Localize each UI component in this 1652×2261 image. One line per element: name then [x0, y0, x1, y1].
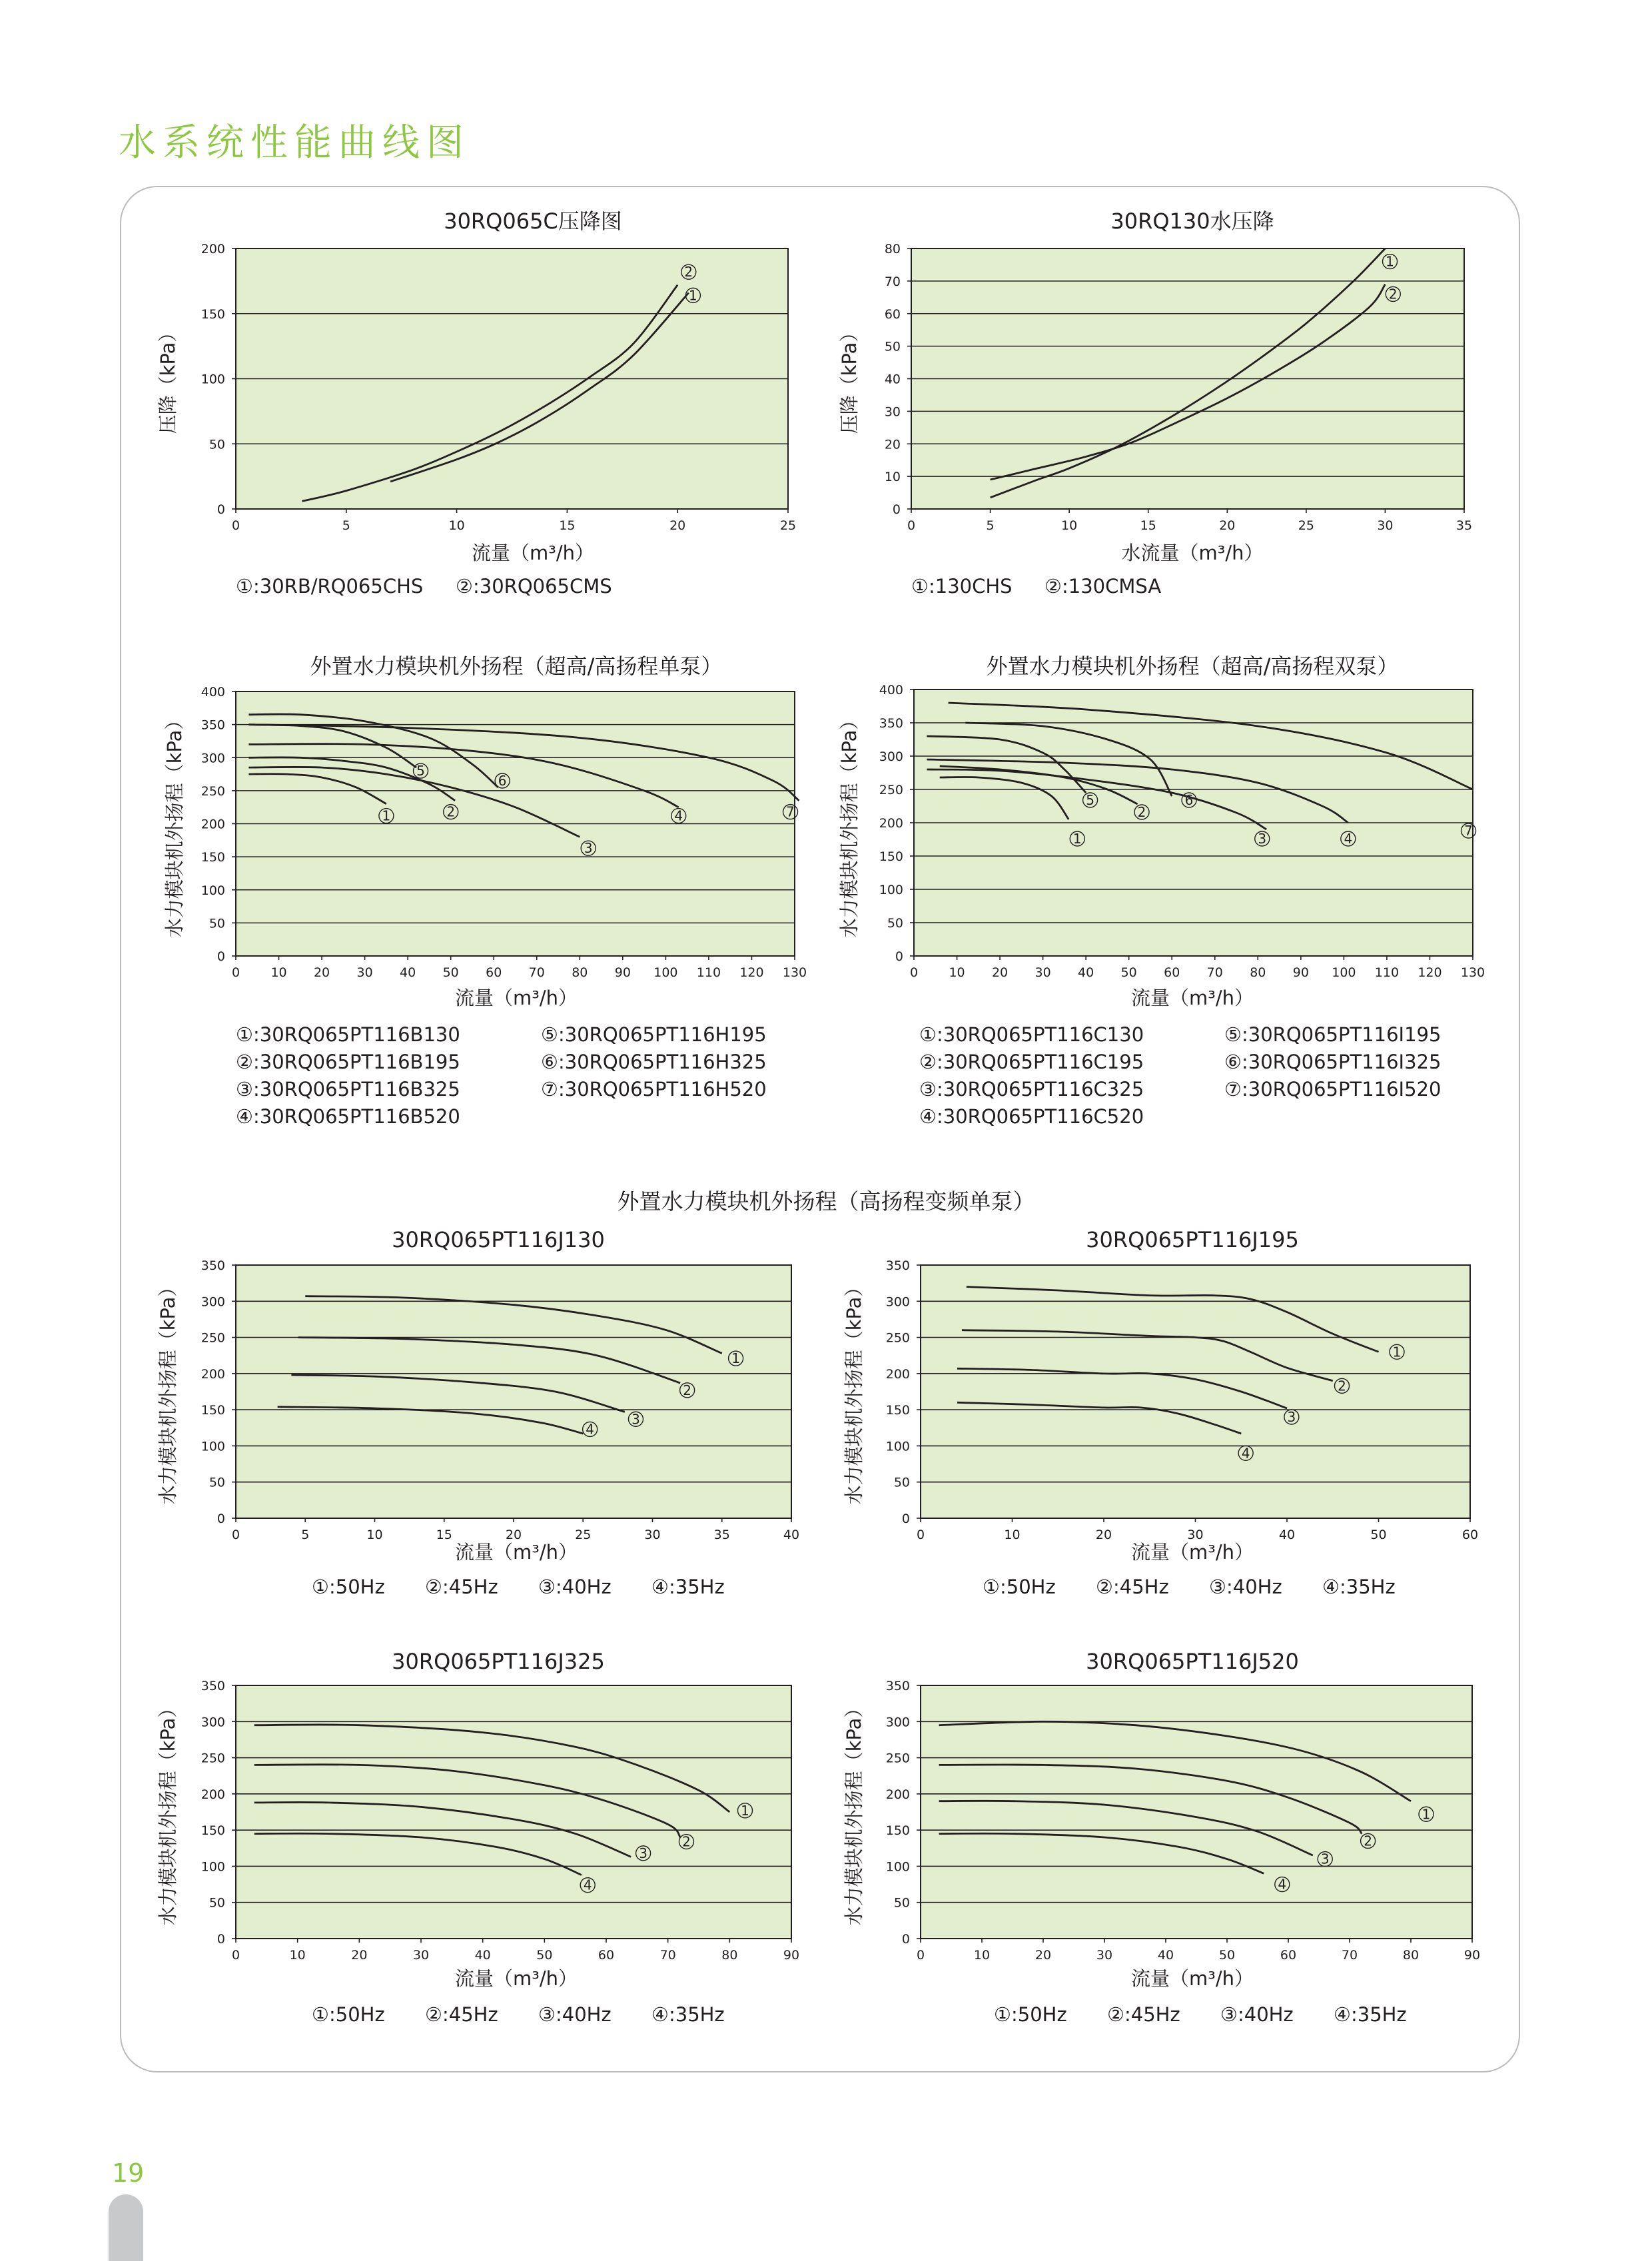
marker-label: 2 — [1338, 1378, 1346, 1394]
marker-label: 1 — [1422, 1806, 1431, 1823]
y-tick-label: 300 — [201, 751, 225, 766]
y-tick-label: 150 — [879, 849, 903, 864]
y-tick-label: 200 — [201, 817, 225, 832]
marker-label: 2 — [1364, 1833, 1372, 1849]
y-tick-label: 100 — [201, 372, 225, 387]
x-tick-label: 80 — [1402, 1948, 1420, 1963]
marker-label: 6 — [1184, 792, 1194, 808]
x-tick-label: 20 — [1095, 1528, 1112, 1542]
y-axis-label: 水力模块机外扬程（kPa） — [843, 1698, 865, 1926]
x-tick-label: 40 — [1157, 1948, 1174, 1963]
y-tick-label: 300 — [885, 1715, 910, 1730]
x-tick-label: 50 — [1120, 965, 1137, 980]
y-tick-label: 250 — [201, 1751, 225, 1766]
legend-entry: ①:50Hz — [312, 1576, 385, 1598]
chart-title: 30RQ065PT116J520 — [1086, 1649, 1299, 1674]
marker-label: 6 — [498, 772, 507, 789]
marker-label: 1 — [741, 1802, 749, 1819]
x-tick-label: 0 — [231, 1528, 240, 1542]
marker-label: 4 — [1278, 1876, 1287, 1893]
y-axis-label: 水力模块机外扬程（kPa） — [163, 710, 186, 938]
x-tick-label: 0 — [916, 1948, 925, 1963]
x-tick-label: 10 — [289, 1948, 306, 1963]
x-tick-label: 100 — [1332, 965, 1356, 980]
chart-title: 30RQ130水压降 — [1110, 209, 1274, 234]
marker-label: 2 — [1137, 804, 1146, 820]
legend-entry: ②:30RQ065PT116B195 — [236, 1051, 460, 1073]
y-tick-label: 250 — [201, 783, 225, 799]
x-tick-label: 20 — [1034, 1948, 1052, 1963]
y-tick-label: 50 — [208, 1895, 225, 1911]
legend-entry: ⑦:30RQ065PT116I520 — [1224, 1078, 1442, 1101]
legend-entry: ⑥:30RQ065PT116H325 — [541, 1051, 767, 1073]
x-tick-label: 10 — [949, 965, 965, 980]
y-tick-label: 0 — [901, 1512, 910, 1526]
legend-entry: ③:40Hz — [1220, 2003, 1294, 2026]
y-tick-label: 150 — [201, 1823, 225, 1839]
legend-entry: ⑦:30RQ065PT116H520 — [541, 1078, 767, 1101]
legend-entry: ⑥:30RQ065PT116I325 — [1224, 1051, 1442, 1073]
y-tick-label: 300 — [201, 1715, 225, 1730]
x-tick-label: 20 — [351, 1948, 368, 1963]
x-tick-label: 120 — [739, 965, 764, 980]
x-tick-label: 0 — [231, 518, 240, 533]
x-tick-label: 70 — [1341, 1948, 1358, 1963]
marker-label: 3 — [1287, 1409, 1296, 1425]
x-tick-label: 30 — [1096, 1948, 1113, 1963]
marker-label: 3 — [639, 1845, 647, 1861]
x-tick-label: 0 — [907, 518, 916, 533]
marker-label: 7 — [786, 803, 795, 820]
y-tick-label: 0 — [901, 1932, 910, 1947]
legend-entry: ②:45Hz — [425, 2003, 498, 2026]
y-tick-label: 350 — [201, 1679, 225, 1693]
x-tick-label: 20 — [505, 1528, 522, 1542]
marker-label: 3 — [584, 840, 593, 857]
marker-label: 2 — [1388, 286, 1398, 302]
x-tick-label: 40 — [1278, 1528, 1296, 1542]
x-tick-label: 70 — [1206, 965, 1223, 980]
legend-entry: ①:30RQ065PT116B130 — [236, 1023, 460, 1046]
y-tick-label: 80 — [884, 242, 901, 256]
y-tick-label: 0 — [892, 502, 901, 517]
marker-label: 2 — [682, 1833, 691, 1850]
y-tick-label: 100 — [879, 883, 903, 897]
x-tick-label: 90 — [1463, 1948, 1481, 1963]
marker-label: 1 — [689, 287, 697, 304]
x-tick-label: 30 — [1187, 1528, 1204, 1542]
legend-entry: ①:50Hz — [994, 2003, 1067, 2026]
x-tick-label: 20 — [991, 965, 1009, 980]
y-tick-label: 50 — [893, 1475, 910, 1490]
y-axis-label: 水力模块机外扬程（kPa） — [157, 1277, 179, 1505]
y-tick-label: 50 — [208, 437, 225, 452]
y-tick-label: 300 — [201, 1294, 225, 1310]
y-tick-label: 350 — [201, 1258, 225, 1273]
x-tick-label: 30 — [1377, 518, 1394, 533]
x-tick-label: 15 — [436, 1528, 452, 1542]
x-tick-label: 70 — [528, 965, 545, 980]
x-tick-label: 0 — [916, 1528, 925, 1542]
legend-entry: ①:30RB/RQ065CHS — [236, 575, 424, 598]
legend-entry: ③:40Hz — [1209, 1576, 1282, 1598]
x-tick-label: 90 — [783, 1948, 800, 1963]
marker-label: 5 — [1086, 792, 1094, 808]
y-tick-label: 0 — [895, 949, 903, 964]
y-tick-label: 10 — [884, 470, 901, 485]
x-tick-label: 130 — [782, 965, 807, 980]
y-tick-label: 150 — [201, 1403, 225, 1418]
y-tick-label: 200 — [885, 1366, 910, 1382]
x-tick-label: 25 — [575, 1528, 592, 1542]
y-tick-label: 60 — [884, 306, 901, 322]
marker-label: 1 — [1072, 831, 1082, 847]
legend-entry: ④:30RQ065PT116B520 — [236, 1105, 460, 1128]
y-tick-label: 300 — [885, 1294, 910, 1310]
x-tick-label: 80 — [572, 965, 588, 980]
x-tick-label: 60 — [1280, 1948, 1297, 1963]
y-axis-label: 水力模块机外扬程（kPa） — [157, 1698, 179, 1926]
legend-entry: ③:40Hz — [538, 1576, 612, 1598]
marker-label: 5 — [416, 763, 425, 779]
x-tick-label: 5 — [301, 1528, 310, 1542]
y-tick-label: 150 — [201, 850, 225, 865]
y-tick-label: 70 — [884, 274, 901, 289]
y-tick-label: 150 — [885, 1403, 910, 1418]
legend-entry: ④:30RQ065PT116C520 — [919, 1105, 1144, 1128]
marker-label: 4 — [583, 1877, 592, 1893]
x-tick-label: 25 — [779, 518, 797, 533]
x-axis-label: 流量（m³/h） — [1130, 1541, 1254, 1564]
marker-label: 1 — [731, 1350, 740, 1367]
group-title: 外置水力模块机外扬程（高扬程变频单泵） — [617, 1188, 1035, 1214]
y-tick-label: 100 — [201, 1859, 225, 1875]
x-tick-label: 25 — [1298, 518, 1314, 533]
x-tick-label: 5 — [986, 518, 995, 533]
legend-entry: ③:30RQ065PT116B325 — [236, 1078, 460, 1101]
x-tick-label: 90 — [614, 965, 631, 980]
marker-label: 1 — [1392, 1344, 1402, 1360]
chart-title: 30RQ065PT116J130 — [392, 1227, 605, 1252]
x-tick-label: 70 — [659, 1948, 676, 1963]
marker-label: 3 — [631, 1411, 640, 1428]
x-tick-label: 15 — [1140, 518, 1156, 533]
y-axis-label: 压降（kPa） — [157, 322, 179, 434]
x-tick-label: 90 — [1292, 965, 1309, 980]
marker-label: 2 — [446, 803, 456, 820]
y-tick-label: 100 — [885, 1859, 910, 1875]
legend-entry: ③:30RQ065PT116C325 — [919, 1078, 1144, 1101]
y-tick-label: 0 — [216, 502, 225, 517]
y-axis-label: 水力模块机外扬程（kPa） — [843, 1277, 865, 1505]
y-tick-label: 150 — [201, 306, 225, 322]
x-tick-label: 30 — [412, 1948, 430, 1963]
x-tick-label: 80 — [1250, 965, 1266, 980]
x-tick-label: 20 — [1219, 518, 1236, 533]
y-tick-label: 250 — [885, 1751, 910, 1766]
marker-label: 3 — [1320, 1851, 1330, 1867]
chart-title: 30RQ065PT116J195 — [1086, 1227, 1299, 1252]
legend-entry: ②:45Hz — [1107, 2003, 1180, 2026]
x-tick-label: 80 — [721, 1948, 738, 1963]
legend-entry: ②:45Hz — [1096, 1576, 1169, 1598]
x-tick-label: 10 — [1061, 518, 1078, 533]
marker-label: 4 — [1344, 831, 1353, 847]
chart-title: 30RQ065C压降图 — [444, 209, 622, 234]
x-axis-label: 流量（m³/h） — [454, 1541, 578, 1564]
page-title: 水系统性能曲线图 — [119, 121, 470, 165]
legend-entry: ④:35Hz — [1322, 1576, 1396, 1598]
y-tick-label: 200 — [201, 1787, 225, 1802]
legend-entry: ④:35Hz — [651, 2003, 725, 2026]
legend-entry: ④:35Hz — [651, 1576, 725, 1598]
y-tick-label: 40 — [884, 372, 901, 387]
x-tick-label: 40 — [783, 1528, 800, 1542]
x-axis-label: 流量（m³/h） — [454, 987, 578, 1009]
marker-label: 4 — [674, 807, 683, 824]
x-tick-label: 60 — [598, 1948, 615, 1963]
x-tick-label: 20 — [669, 518, 686, 533]
x-tick-label: 35 — [1455, 518, 1473, 533]
x-tick-label: 50 — [442, 965, 459, 980]
y-tick-label: 150 — [885, 1823, 910, 1839]
y-tick-label: 50 — [893, 1895, 910, 1911]
x-tick-label: 10 — [973, 1948, 991, 1963]
y-tick-label: 0 — [216, 1932, 225, 1947]
legend-entry: ②:30RQ065CMS — [456, 575, 612, 598]
x-tick-label: 0 — [231, 1948, 240, 1963]
x-tick-label: 10 — [366, 1528, 383, 1542]
y-tick-label: 350 — [885, 1258, 910, 1273]
y-axis-label: 水力模块机外扬程（kPa） — [838, 710, 861, 938]
legend-entry: ②:45Hz — [425, 1576, 498, 1598]
chart-title: 外置水力模块机外扬程（超高/高扬程双泵） — [986, 654, 1399, 679]
x-tick-label: 40 — [1078, 965, 1094, 980]
x-tick-label: 60 — [486, 965, 502, 980]
y-tick-label: 20 — [884, 437, 901, 452]
x-tick-label: 60 — [1164, 965, 1180, 980]
x-axis-label: 流量（m³/h） — [454, 1967, 578, 1990]
y-tick-label: 250 — [201, 1330, 225, 1346]
marker-label: 4 — [1241, 1445, 1250, 1462]
x-tick-label: 0 — [909, 965, 919, 980]
legend-entry: ③:40Hz — [538, 2003, 612, 2026]
y-tick-label: 200 — [201, 242, 225, 256]
y-tick-label: 100 — [201, 1439, 225, 1454]
y-tick-label: 50 — [887, 916, 903, 931]
x-tick-label: 130 — [1460, 965, 1485, 980]
legend-entry: ①:30RQ065PT116C130 — [919, 1023, 1144, 1046]
marker-label: 4 — [586, 1421, 595, 1438]
x-axis-label: 水流量（m³/h） — [1121, 542, 1264, 564]
y-tick-label: 50 — [208, 916, 225, 931]
x-tick-label: 100 — [653, 965, 678, 980]
x-tick-label: 5 — [342, 518, 350, 533]
chart-title: 30RQ065PT116J325 — [392, 1649, 605, 1674]
marker-label: 7 — [1464, 823, 1473, 839]
y-tick-label: 50 — [208, 1475, 225, 1490]
x-tick-label: 30 — [644, 1528, 661, 1542]
x-axis-label: 流量（m³/h） — [471, 542, 595, 564]
y-tick-label: 400 — [201, 685, 225, 699]
y-tick-label: 200 — [201, 1366, 225, 1382]
x-tick-label: 35 — [713, 1528, 730, 1542]
x-tick-label: 30 — [356, 965, 373, 980]
marker-label: 1 — [382, 807, 391, 824]
y-tick-label: 350 — [885, 1679, 910, 1693]
legend-entry: ④:35Hz — [1334, 2003, 1407, 2026]
marker-label: 1 — [1386, 253, 1394, 270]
x-axis-label: 流量（m³/h） — [1130, 987, 1254, 1009]
y-tick-label: 350 — [879, 716, 903, 731]
y-tick-label: 30 — [884, 404, 901, 420]
y-tick-label: 0 — [216, 949, 225, 964]
y-tick-label: 250 — [885, 1330, 910, 1346]
x-axis-label: 流量（m³/h） — [1130, 1967, 1254, 1990]
x-tick-label: 15 — [559, 518, 576, 533]
y-tick-label: 350 — [201, 717, 225, 733]
y-tick-label: 100 — [885, 1439, 910, 1454]
marker-label: 2 — [683, 1382, 691, 1398]
x-tick-label: 40 — [474, 1948, 491, 1963]
marker-label: 3 — [1258, 831, 1267, 847]
legend-entry: ⑤:30RQ065PT116H195 — [541, 1023, 767, 1046]
x-tick-label: 0 — [231, 965, 240, 980]
x-tick-label: 50 — [536, 1948, 553, 1963]
legend-entry: ⑤:30RQ065PT116I195 — [1224, 1023, 1442, 1046]
x-tick-label: 10 — [270, 965, 287, 980]
y-tick-label: 0 — [216, 1512, 225, 1526]
x-tick-label: 20 — [313, 965, 330, 980]
legend-entry: ②:130CMSA — [1044, 575, 1162, 598]
legend-entry: ①:50Hz — [983, 1576, 1056, 1598]
y-tick-label: 100 — [201, 883, 225, 898]
y-tick-label: 400 — [879, 683, 903, 697]
marker-label: 2 — [684, 264, 693, 280]
y-tick-label: 200 — [879, 816, 903, 831]
x-tick-label: 10 — [448, 518, 465, 533]
chart-title: 外置水力模块机外扬程（超高/高扬程单泵） — [310, 654, 723, 679]
x-tick-label: 30 — [1034, 965, 1051, 980]
y-axis-label: 压降（kPa） — [838, 322, 861, 434]
page-number: 19 — [112, 2158, 145, 2188]
x-tick-label: 60 — [1461, 1528, 1479, 1542]
y-tick-label: 50 — [884, 339, 901, 354]
x-tick-label: 110 — [1374, 965, 1400, 980]
x-tick-label: 10 — [1004, 1528, 1021, 1542]
x-tick-label: 50 — [1218, 1948, 1236, 1963]
legend-entry: ①:130CHS — [911, 575, 1013, 598]
y-tick-label: 300 — [879, 749, 903, 764]
x-tick-label: 120 — [1418, 965, 1442, 980]
y-tick-label: 250 — [879, 783, 903, 797]
x-tick-label: 110 — [696, 965, 721, 980]
x-tick-label: 50 — [1370, 1528, 1387, 1542]
y-tick-label: 200 — [885, 1787, 910, 1802]
legend-entry: ②:30RQ065PT116C195 — [919, 1051, 1144, 1073]
x-tick-label: 40 — [400, 965, 416, 980]
legend-entry: ①:50Hz — [312, 2003, 385, 2026]
